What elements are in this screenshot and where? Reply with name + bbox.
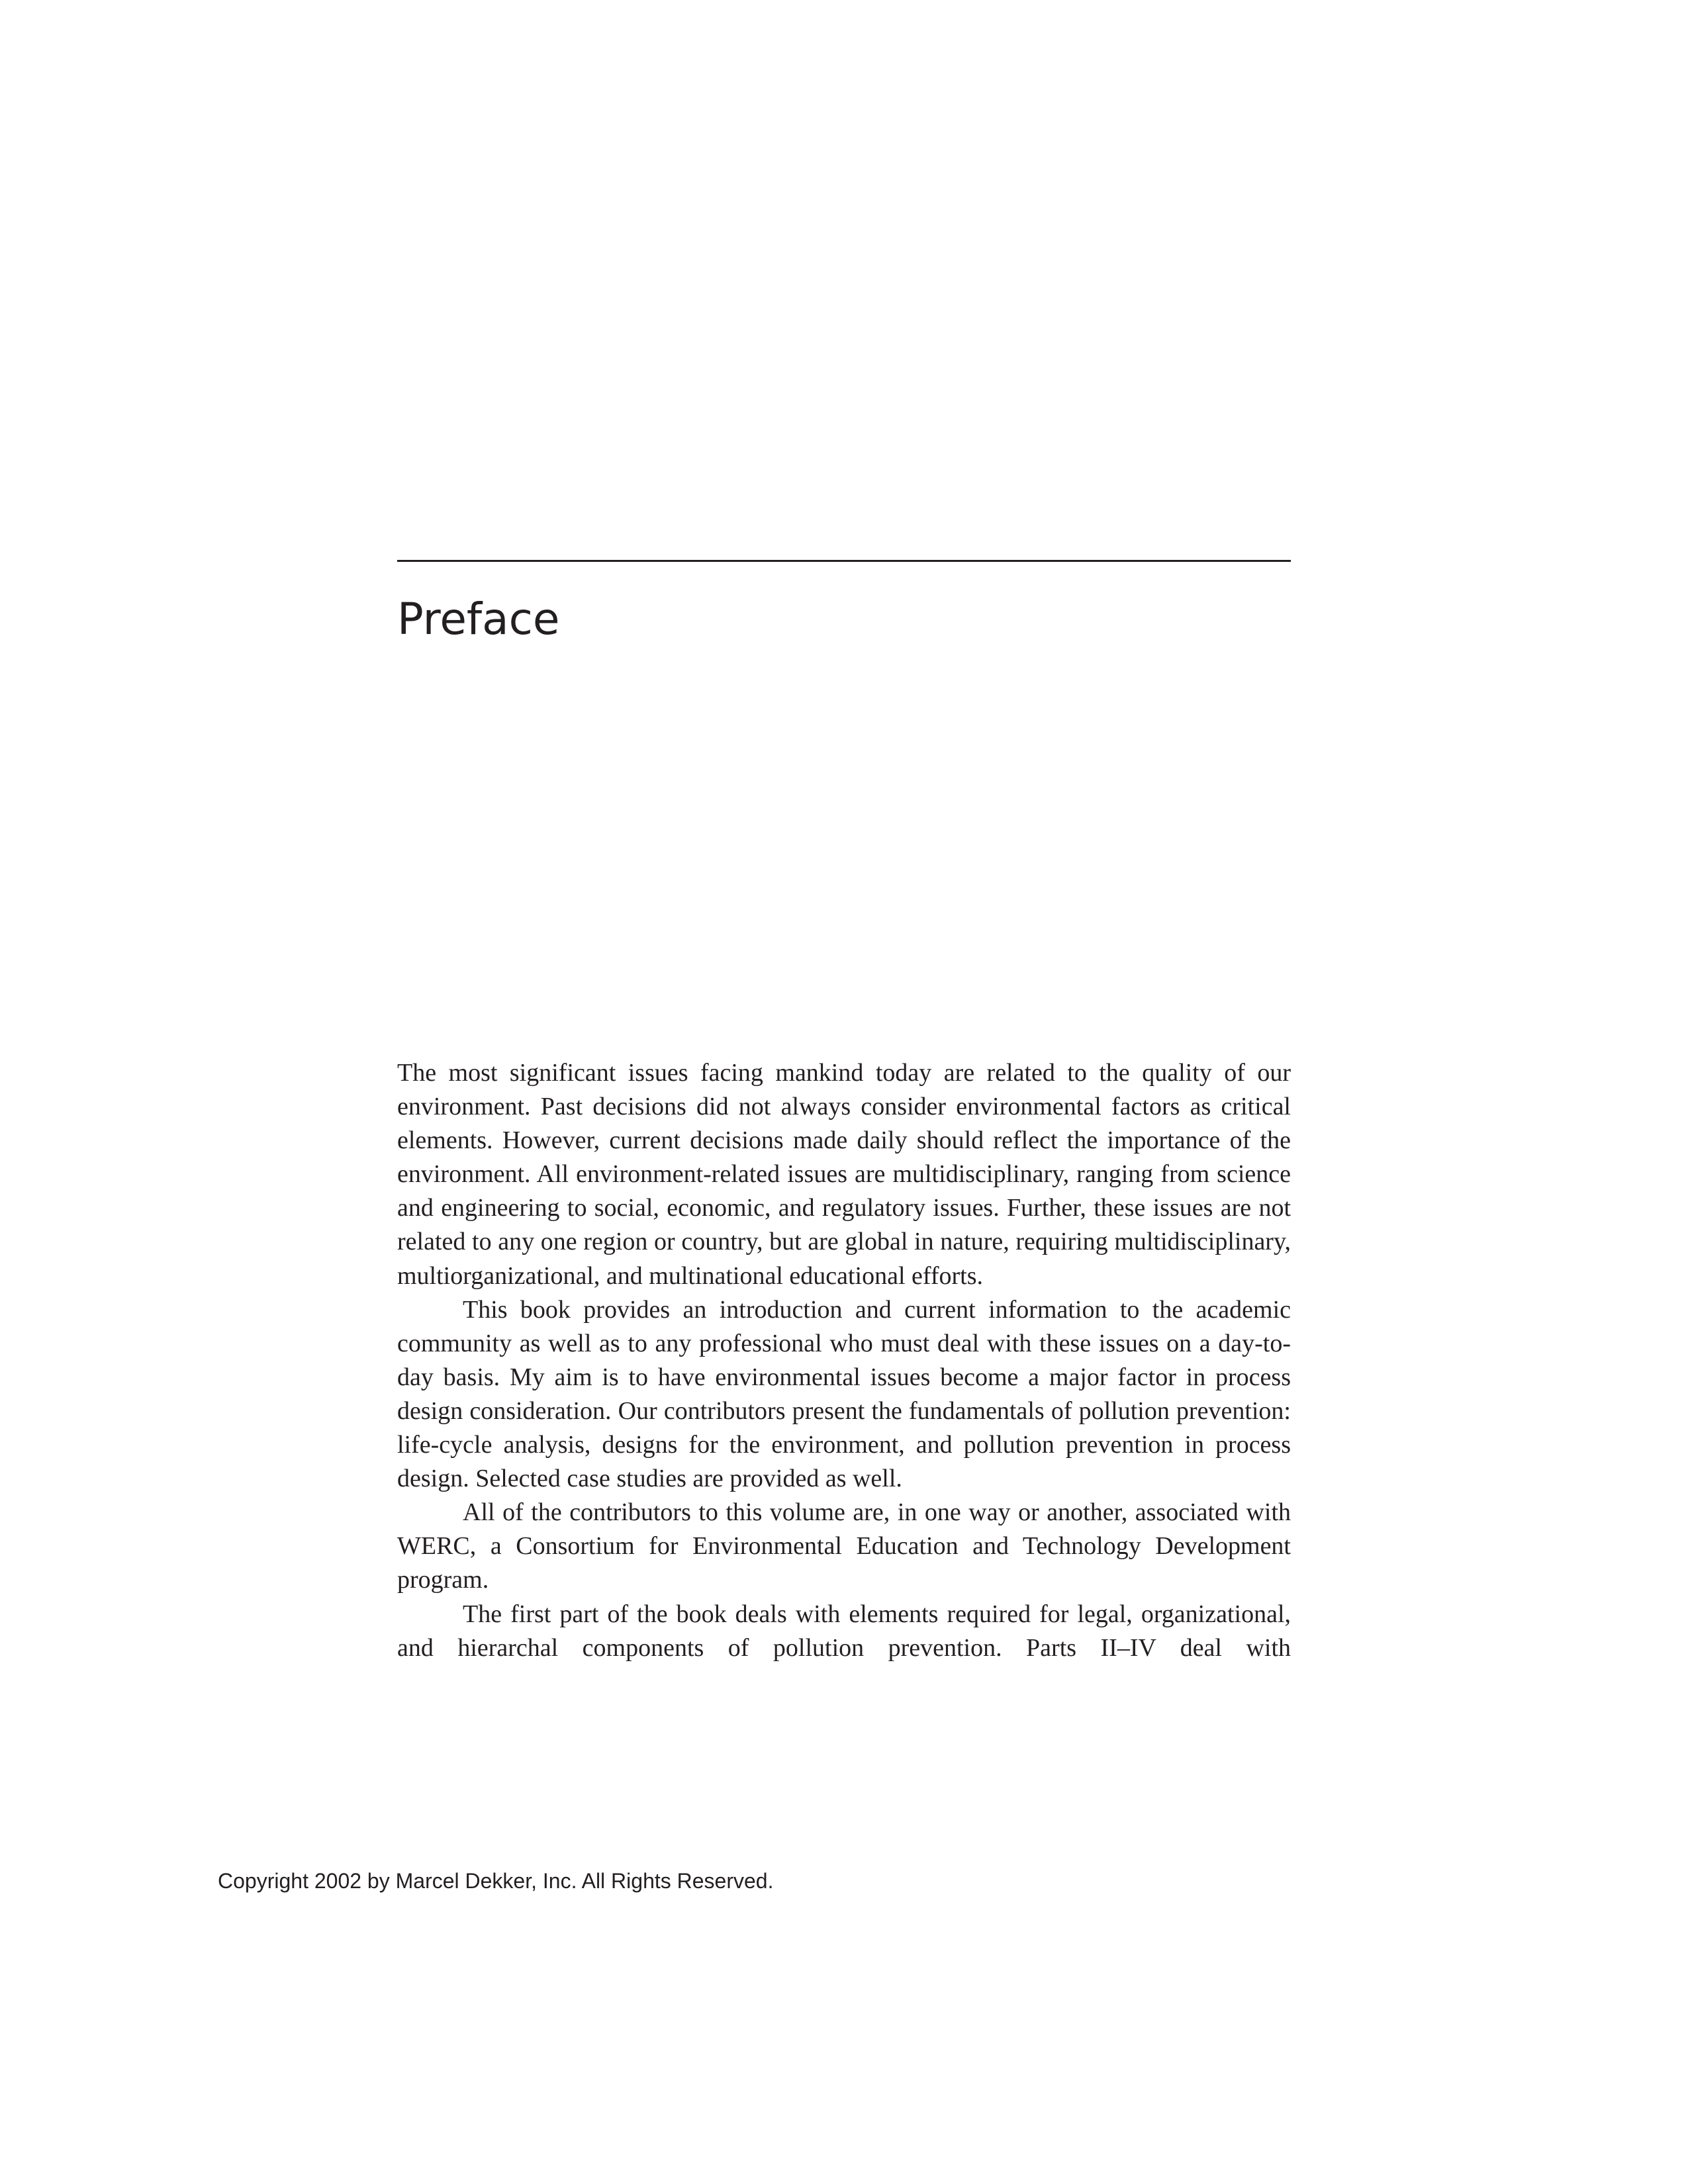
body-text: [397, 1056, 1291, 1665]
paragraph-2: This book provides an introduction and current information to the academic community as well as to any professional who must deal with these issues on a day-to-day basis. My aim is to have environmental issues become a major factor in process design consideration. Our contributors present the fundamentals of pollution prevention: life-cycle analysis, designs for the environment, and pollution prevention in process design. Selected case studies are provided as well.: [397, 1295, 1291, 1493]
paragraph-1: The most significant issues facing mankind today are related to the quality of our environment. Past decisions did not always consider environmental factors as critical elements. However, current decisions made daily should reflect the importance of the environment. All environment-related issues are multidisciplinary, ranging from science and engineering to social, economic, and regulatory issues. Further, these issues are not related to any one region or country, but are global in nature, requiring multidisciplinary, multiorganizational, and multinational educational efforts.: [397, 1059, 1291, 1290]
chapter-rule: [397, 560, 1291, 562]
paragraph-4: The first part of the book deals with elements required for legal, organizational, and hierarchal components of pollution prevention. Parts II–IV deal with: [397, 1600, 1291, 1662]
chapter-title: Preface: [397, 594, 560, 645]
paragraph-3: All of the contributors to this volume are, in one way or another, associated with WERC, a Consortium for Environmental Education and Technology Development program.: [397, 1498, 1291, 1594]
copyright-footer: Copyright 2002 by Marcel Dekker, Inc. All Rights Reserved.: [218, 1869, 774, 1893]
